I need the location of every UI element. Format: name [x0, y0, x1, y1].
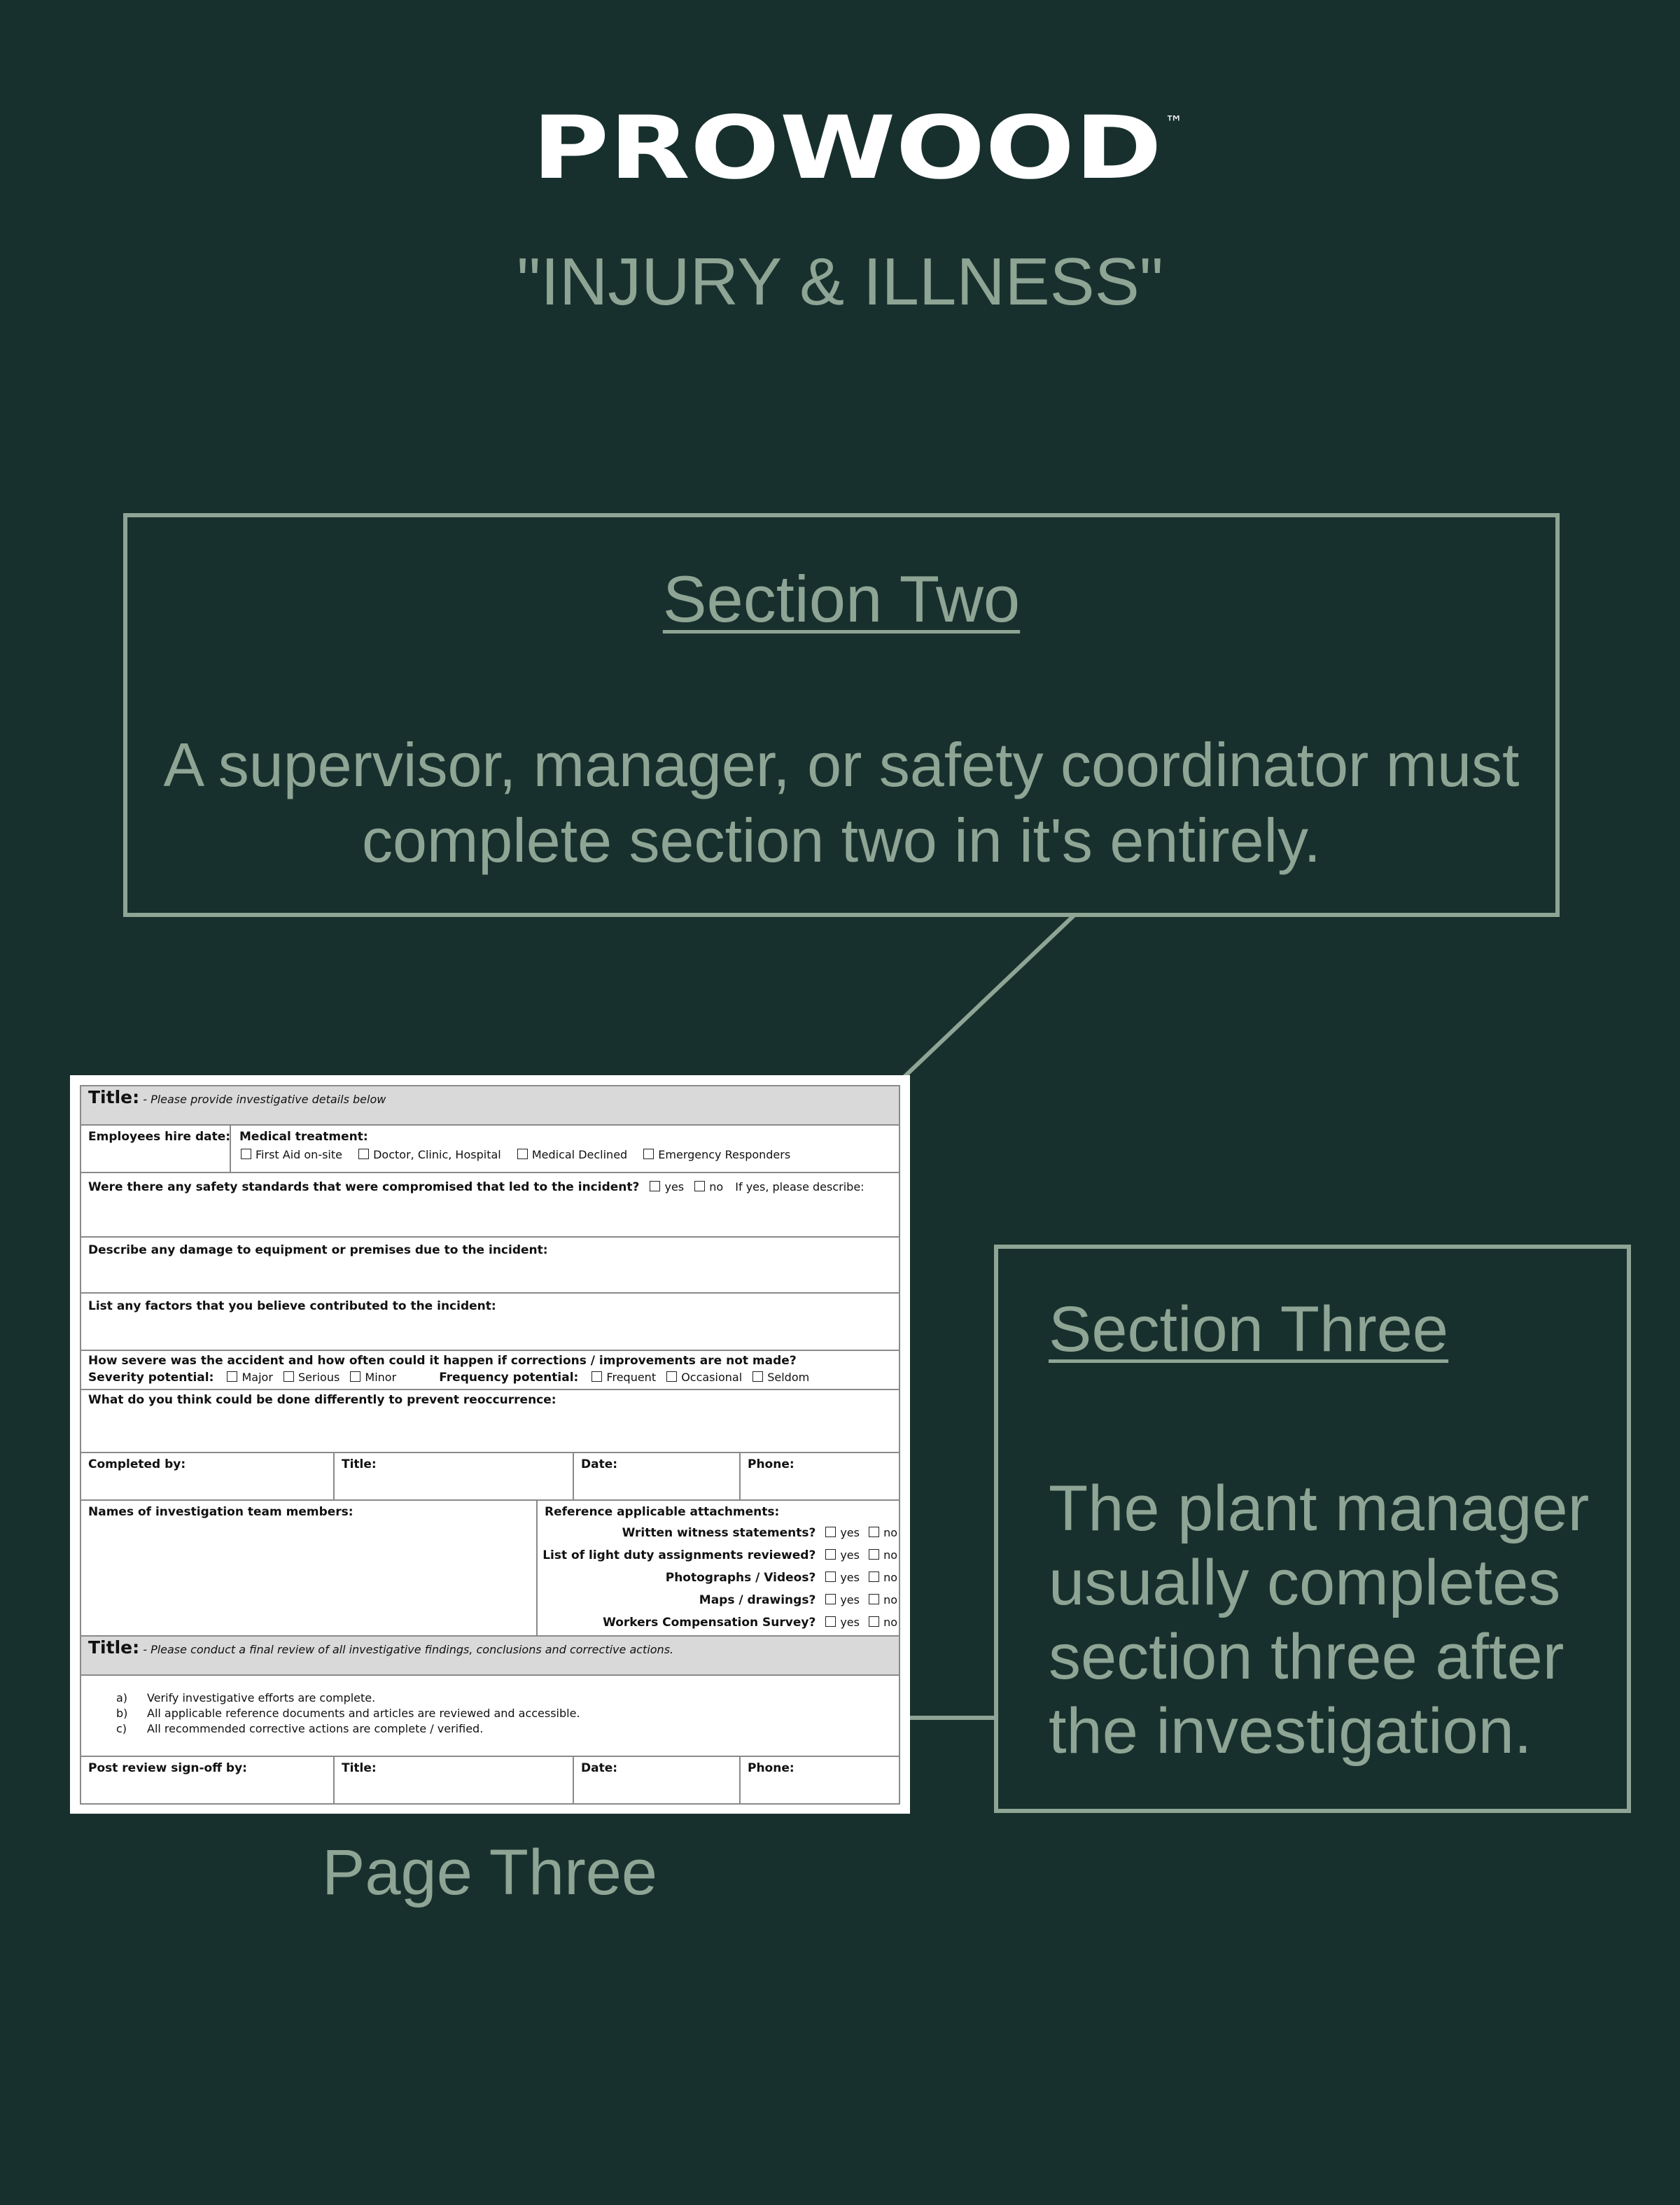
- attachment-row: Workers Compensation Survey? yes no: [603, 1616, 897, 1630]
- severity-question: How severe was the accident and how often could it happen if corrections / improvements are not made?: [88, 1354, 797, 1368]
- date-label: Date:: [581, 1761, 618, 1775]
- medical-options: First Aid on-site Doctor, Clinic, Hospital Medical Declined Emergency Responders: [241, 1148, 803, 1161]
- signoff-label: Post review sign-off by:: [88, 1761, 247, 1775]
- rule: [573, 1452, 574, 1499]
- checkbox-icon[interactable]: [358, 1149, 369, 1159]
- section-3-title: Title: - Please conduct a final review of all investigative findings, conclusions and corrective actions.: [88, 1637, 674, 1658]
- checkbox-icon[interactable]: [869, 1572, 879, 1582]
- title-label: Title:: [342, 1761, 377, 1775]
- attachment-row: Photographs / Videos? yes no: [665, 1571, 897, 1585]
- checkbox-icon[interactable]: [752, 1371, 763, 1382]
- rule: [80, 1389, 900, 1390]
- attachments-label: Reference applicable attachments:: [545, 1505, 780, 1519]
- logo-text: PROWOOD: [532, 105, 1162, 189]
- rule: [80, 1452, 900, 1453]
- section-two-description: A supervisor, manager, or safety coordinator must complete section two in it's entirely.: [163, 730, 1520, 875]
- phone-label: Phone:: [748, 1457, 794, 1471]
- document-subtitle: "INJURY & ILLNESS": [517, 244, 1163, 319]
- checkbox-icon[interactable]: [650, 1181, 660, 1191]
- page-label: Page Three: [322, 1837, 658, 1908]
- checkbox-icon[interactable]: [825, 1616, 836, 1627]
- safety-standards-question: Were there any safety standards that were compromised that led to the incident? yes no If yes, please describe:: [88, 1180, 864, 1194]
- rule: [80, 1124, 900, 1126]
- trademark-symbol: ™: [1165, 113, 1183, 134]
- checkbox-icon[interactable]: [869, 1527, 879, 1537]
- checkbox-icon[interactable]: [227, 1371, 237, 1382]
- checkbox-icon[interactable]: [825, 1572, 836, 1582]
- checkbox-icon[interactable]: [869, 1594, 879, 1604]
- hire-date-label: Employees hire date:: [88, 1130, 231, 1144]
- form-border-right: [899, 1085, 900, 1805]
- checkbox-icon[interactable]: [643, 1149, 654, 1159]
- date-label: Date:: [581, 1457, 618, 1471]
- checkbox-icon[interactable]: [869, 1549, 879, 1560]
- rule: [80, 1292, 900, 1294]
- form-border-top: [80, 1085, 900, 1086]
- checkbox-icon[interactable]: [666, 1371, 677, 1382]
- rule: [80, 1499, 900, 1501]
- prevent-label: What do you think could be done differently to prevent reoccurrence:: [88, 1393, 556, 1407]
- completed-by-label: Completed by:: [88, 1457, 186, 1471]
- checkbox-icon[interactable]: [694, 1181, 705, 1191]
- section-two-callout: [123, 513, 1560, 917]
- rule: [536, 1499, 538, 1635]
- rule: [739, 1756, 741, 1803]
- medical-treatment-label: Medical treatment:: [239, 1130, 368, 1144]
- rule: [80, 1172, 900, 1173]
- checkbox-icon[interactable]: [517, 1149, 528, 1159]
- review-item: b) All applicable reference documents and articles are reviewed and accessible.: [116, 1707, 580, 1720]
- checkbox-icon[interactable]: [350, 1371, 360, 1382]
- title-label: Title:: [342, 1457, 377, 1471]
- rule: [333, 1452, 335, 1499]
- form-border-left: [80, 1085, 81, 1805]
- rule: [333, 1756, 335, 1803]
- review-item: a) Verify investigative efforts are complete.: [116, 1691, 376, 1704]
- phone-label: Phone:: [748, 1761, 794, 1775]
- checkbox-icon[interactable]: [241, 1149, 251, 1159]
- section-two-heading: Section Two: [662, 562, 1021, 636]
- damage-label: Describe any damage to equipment or premises due to the incident:: [88, 1243, 548, 1257]
- section-three-description: The plant manager usually completes section three after the investigation.: [1049, 1473, 1590, 1767]
- severity-row: Severity potential: Major Serious Minor Frequency potential: Frequent Occasional Seldom: [88, 1371, 810, 1385]
- form-border-bottom: [80, 1803, 900, 1805]
- rule: [80, 1674, 900, 1676]
- rule: [739, 1452, 741, 1499]
- review-item: c) All recommended corrective actions are complete / verified.: [116, 1722, 484, 1735]
- section-2-title: Title: - Please provide investigative details below: [88, 1087, 386, 1107]
- checkbox-icon[interactable]: [825, 1549, 836, 1560]
- checkbox-icon[interactable]: [869, 1616, 879, 1627]
- attachment-row: Written witness statements? yes no: [622, 1526, 897, 1540]
- checkbox-icon[interactable]: [825, 1594, 836, 1604]
- attachment-row: List of light duty assignments reviewed? yes no: [542, 1548, 897, 1562]
- checkbox-icon[interactable]: [284, 1371, 294, 1382]
- form-page-three: [70, 1075, 910, 1814]
- rule: [80, 1635, 900, 1637]
- checkbox-icon[interactable]: [592, 1371, 602, 1382]
- section-three-heading: Section Three: [1049, 1294, 1449, 1365]
- checkbox-icon[interactable]: [825, 1527, 836, 1537]
- section-three-callout: [994, 1245, 1631, 1813]
- factors-label: List any factors that you believe contributed to the incident:: [88, 1299, 496, 1313]
- rule: [80, 1236, 900, 1238]
- rule: [80, 1350, 900, 1351]
- rule: [80, 1756, 900, 1757]
- prowood-logo: [532, 105, 1190, 189]
- rule: [573, 1756, 574, 1803]
- attachment-row: Maps / drawings? yes no: [699, 1593, 897, 1607]
- team-members-label: Names of investigation team members:: [88, 1505, 354, 1519]
